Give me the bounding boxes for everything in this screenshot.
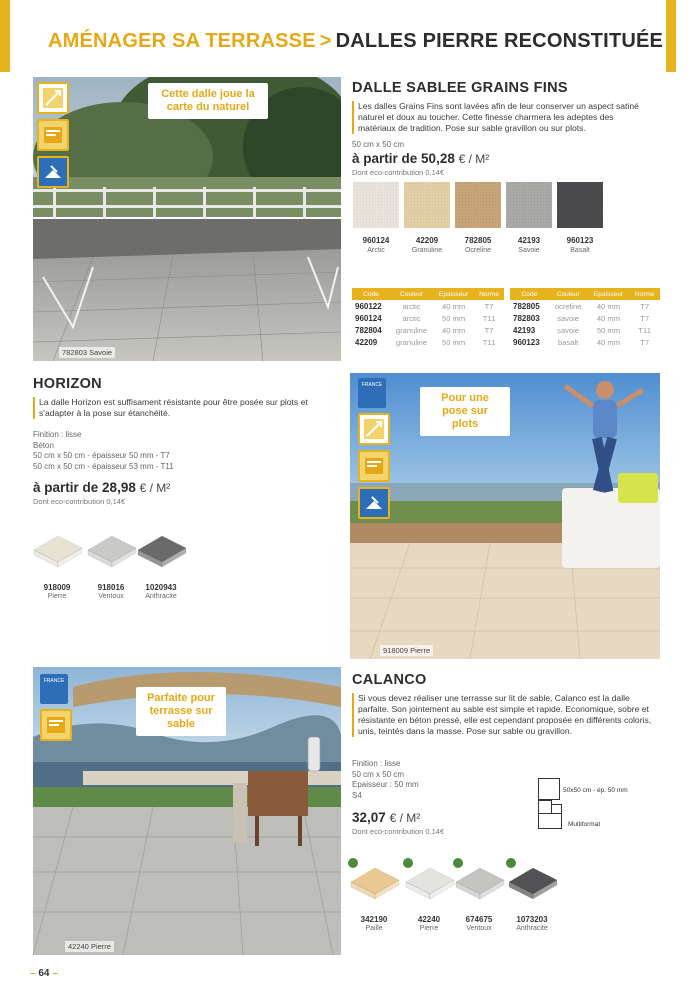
horizon-photo-label: 918009 Pierre <box>380 645 433 656</box>
color-swatch <box>455 182 501 228</box>
calanco-price-value: 32,07 <box>352 810 386 825</box>
color-swatch <box>353 182 399 228</box>
calanco-specs <box>352 759 419 801</box>
calanco-eco: Dont eco-contribution 0,14€ <box>352 827 445 836</box>
swatch-code: 960124 <box>362 236 390 245</box>
table-cell-color: basalt <box>558 337 579 347</box>
sablee-price-unit: € / M² <box>458 152 490 166</box>
page-number: – 64 – <box>30 968 58 979</box>
horizon-spec-finish: Finition : lisse <box>33 430 82 439</box>
format-multi-label: Multiformat <box>568 821 601 828</box>
format-square-label: 50x50 cm - ép. 50 mm <box>563 787 628 794</box>
sablee-callout-line1: Cette dalle joue la <box>161 88 255 100</box>
tile-code: 1020943 <box>145 583 177 592</box>
sablee-table-right <box>510 288 660 348</box>
swatch-name: Ocreline <box>464 247 492 254</box>
tile-code: 918009 <box>43 583 71 592</box>
table-cell-norm: T11 <box>482 337 496 347</box>
table-cell-thickness: 50 mm <box>441 313 466 323</box>
horizon-spec-t7: 50 cm x 50 cm - épaisseur 50 mm - T7 <box>33 451 170 460</box>
table-cell-color: granuline <box>395 325 428 335</box>
catalog-icon-svg <box>362 454 386 478</box>
swatch-code: 782805 <box>464 236 492 245</box>
table-header-row <box>352 288 504 300</box>
table-cell-thickness: 40 mm <box>596 301 621 311</box>
header-accent-right <box>666 0 676 72</box>
page-number-value: 64 <box>38 968 50 979</box>
table-cell-code: 960124 <box>355 313 382 323</box>
color-swatch <box>557 182 603 228</box>
tile-name: Ventoux <box>98 593 124 600</box>
install-icon <box>37 82 69 114</box>
table-cell-norm: T7 <box>640 301 650 311</box>
table-cell-thickness: 40 mm <box>441 325 466 335</box>
calanco-spec-class: S4 <box>352 790 362 800</box>
table-header-cell: Epaisseur <box>433 288 474 300</box>
calanco-title: CALANCO <box>352 672 427 688</box>
color-swatch <box>404 182 450 228</box>
table-header-cell: Norme <box>629 288 660 300</box>
page-title <box>48 30 663 53</box>
horizon-price-unit: € / M² <box>139 481 171 495</box>
table-row <box>510 300 660 312</box>
swatch-code: 960123 <box>566 236 594 245</box>
calanco-callout-line3: sable <box>166 718 196 730</box>
table-cell-norm: T11 <box>638 325 651 335</box>
horizon-eco: Dont eco-contribution 0,14€ <box>33 497 126 506</box>
table-cell-norm: T11 <box>482 313 496 323</box>
sablee-callout-line2: carte du naturel <box>166 101 250 113</box>
table-cell-norm: T7 <box>484 325 494 335</box>
calanco-photo-callout <box>136 687 226 736</box>
calanco-price-unit: € / M² <box>389 811 421 825</box>
tile-name: Paille <box>365 925 383 932</box>
sablee-photo-image <box>33 77 341 361</box>
page-title-part2: DALLES PIERRE RECONSTITUÉE <box>335 30 664 52</box>
tile-code: 342190 <box>360 915 388 924</box>
sablee-size: 50 cm x 50 cm <box>352 140 405 149</box>
tile-name: Ventoux <box>466 925 492 932</box>
horizon-spec-material: Béton <box>33 440 54 450</box>
calanco-photo <box>33 667 341 955</box>
table-cell-thickness: 40 mm <box>596 313 621 323</box>
table-cell-color: ocreline <box>554 301 582 311</box>
sablee-description: Les dalles Grains Fins sont lavées afin de leur conserver un aspect satiné naturel et doux au toucher. Cette finesse charmera les adeptes des matériaux de tradition. Pose sur sable gravillon ou sur plots. <box>352 101 652 134</box>
sablee-eco: Dont eco-contribution 0,14€ <box>352 168 445 177</box>
table-row <box>510 336 660 348</box>
calanco-callout-line1: Parfaite pour <box>147 692 215 704</box>
horizon-title: HORIZON <box>33 376 102 392</box>
tile-image <box>134 532 188 572</box>
calanco-spec-finish: Finition : lisse <box>352 759 401 768</box>
horizon-description: La dalle Horizon est suffisament résistante pour être posée sur plots et s'adapter à la pose sur étanchéité. <box>33 397 333 419</box>
sablee-table-left <box>352 288 504 348</box>
table-header-cell: Code <box>352 288 390 300</box>
tile-code: 918016 <box>97 583 125 592</box>
page-title-separator: > <box>319 30 332 52</box>
table-cell-norm: T7 <box>640 313 650 323</box>
sablee-price-value: 50,28 <box>421 151 455 166</box>
format-multi-part2 <box>538 813 562 829</box>
horizon-specs <box>33 430 174 472</box>
nf-certification-icon <box>40 674 68 704</box>
catalog-icon <box>40 709 72 741</box>
table-cell-color: savoie <box>557 313 580 323</box>
calanco-badges <box>40 674 76 746</box>
table-cell-thickness: 50 mm <box>596 325 621 335</box>
laying-icon-svg <box>362 491 386 515</box>
catalog-icon <box>37 119 69 151</box>
format-multi-part1 <box>538 800 552 814</box>
install-icon-svg <box>362 417 386 441</box>
nf-mini-icon <box>453 858 463 868</box>
table-cell-thickness: 40 mm <box>596 337 621 347</box>
table-row <box>352 336 504 348</box>
tile-image <box>347 864 401 904</box>
table-cell-code: 960122 <box>355 301 382 311</box>
calanco-photo-label: 42240 Pierre <box>65 941 114 952</box>
sablee-photo <box>33 77 341 361</box>
tile-code: 42240 <box>417 915 441 924</box>
color-swatch <box>506 182 552 228</box>
table-cell-color: arctic <box>402 313 421 323</box>
table-cell-thickness: 50 mm <box>441 337 466 347</box>
horizon-callout-line2: pose sur plots <box>442 405 488 430</box>
sablee-badges <box>37 82 73 193</box>
sablee-photo-callout <box>148 83 268 119</box>
format-multi-part3 <box>551 804 562 814</box>
horizon-photo-callout <box>420 387 510 436</box>
horizon-spec-t11: 50 cm x 50 cm - épaisseur 53 mm - T11 <box>33 461 174 471</box>
laying-icon <box>37 156 69 188</box>
nf-certification-label: FRANCE <box>43 678 65 684</box>
table-cell-code: 782805 <box>513 301 540 311</box>
tile-code: 674675 <box>465 915 493 924</box>
tile-image <box>84 532 138 572</box>
table-cell-code: 42209 <box>355 337 378 347</box>
table-header-cell: Norme <box>474 288 504 300</box>
horizon-price-value: 28,98 <box>102 480 136 495</box>
calanco-spec-thickness: Epaisseur : 50 mm <box>352 780 419 789</box>
nf-mini-icon <box>506 858 516 868</box>
table-header-cell: Couleur <box>390 288 433 300</box>
laying-icon-svg <box>41 160 65 184</box>
catalog-icon-svg <box>44 713 68 737</box>
calanco-price <box>352 810 420 825</box>
tile-image <box>452 864 506 904</box>
table-cell-thickness: 40 mm <box>441 301 466 311</box>
table-header-cell: Epaisseur <box>587 288 629 300</box>
tile-image <box>30 532 84 572</box>
nf-certification-label: FRANCE <box>361 382 383 388</box>
calanco-callout-line2: terrasse sur <box>149 705 213 717</box>
table-cell-code: 782803 <box>513 313 540 323</box>
format-multi-icon <box>538 800 562 830</box>
horizon-price-prefix: à partir de <box>33 480 99 495</box>
tile-name: Anthracite <box>145 593 177 600</box>
tile-image <box>505 864 559 904</box>
calanco-description: Si vous devez réaliser une terrasse sur lit de sable, Calanco est la dalle parfaite. Son jointement au sable est simple et rapide. Economique, sobre et résistante en béton pressé, elle est cependant proposée en différents coloris, unis, teintés dans la masse. Pose sur sable ou gravillon. <box>352 693 658 737</box>
table-header-cell: Code <box>510 288 549 300</box>
table-row <box>352 324 504 336</box>
table-cell-code: 42193 <box>513 325 536 335</box>
calanco-spec-size: 50 cm x 50 cm <box>352 769 405 779</box>
swatch-name: Basalt <box>570 247 590 254</box>
swatch-name: Arctic <box>367 247 385 254</box>
table-row <box>352 300 504 312</box>
header-accent-left <box>0 0 10 72</box>
format-square-icon <box>538 778 560 800</box>
tile-image <box>402 864 456 904</box>
table-cell-norm: T7 <box>484 301 494 311</box>
table-cell-code: 960123 <box>513 337 540 347</box>
page-title-part1: AMÉNAGER SA TERRASSE <box>48 30 316 52</box>
table-cell-color: granuline <box>395 337 428 347</box>
catalog-icon-svg <box>41 123 65 147</box>
table-row <box>510 324 660 336</box>
swatch-code: 42193 <box>517 236 541 245</box>
install-icon-svg <box>41 86 65 110</box>
nf-certification-icon <box>358 378 386 408</box>
table-header-row <box>510 288 660 300</box>
horizon-price <box>33 480 170 495</box>
sablee-photo-label: 782803 Savoie <box>59 347 115 358</box>
table-cell-code: 782804 <box>355 325 382 335</box>
table-row <box>352 312 504 324</box>
laying-icon <box>358 487 390 519</box>
catalog-icon <box>358 450 390 482</box>
tile-code: 1073203 <box>516 915 548 924</box>
tile-name: Anthracite <box>516 925 548 932</box>
table-cell-color: savoie <box>557 325 580 335</box>
sablee-price <box>352 151 489 166</box>
sablee-title: DALLE SABLEE GRAINS FINS <box>352 80 568 96</box>
tile-name: Pierre <box>47 593 67 600</box>
table-row <box>510 312 660 324</box>
install-icon <box>358 413 390 445</box>
swatch-name: Savoie <box>518 247 540 254</box>
table-cell-norm: T7 <box>640 337 650 347</box>
horizon-badges <box>358 378 394 524</box>
nf-mini-icon <box>348 858 358 868</box>
sablee-price-prefix: à partir de <box>352 151 418 166</box>
nf-mini-icon <box>403 858 413 868</box>
horizon-callout-line1: Pour une <box>441 392 489 404</box>
table-header-cell: Couleur <box>549 288 588 300</box>
horizon-photo <box>350 373 660 659</box>
swatch-code: 42209 <box>415 236 439 245</box>
tile-name: Pierre <box>419 925 439 932</box>
table-cell-color: arctic <box>402 301 421 311</box>
swatch-name: Granuline <box>411 247 443 254</box>
